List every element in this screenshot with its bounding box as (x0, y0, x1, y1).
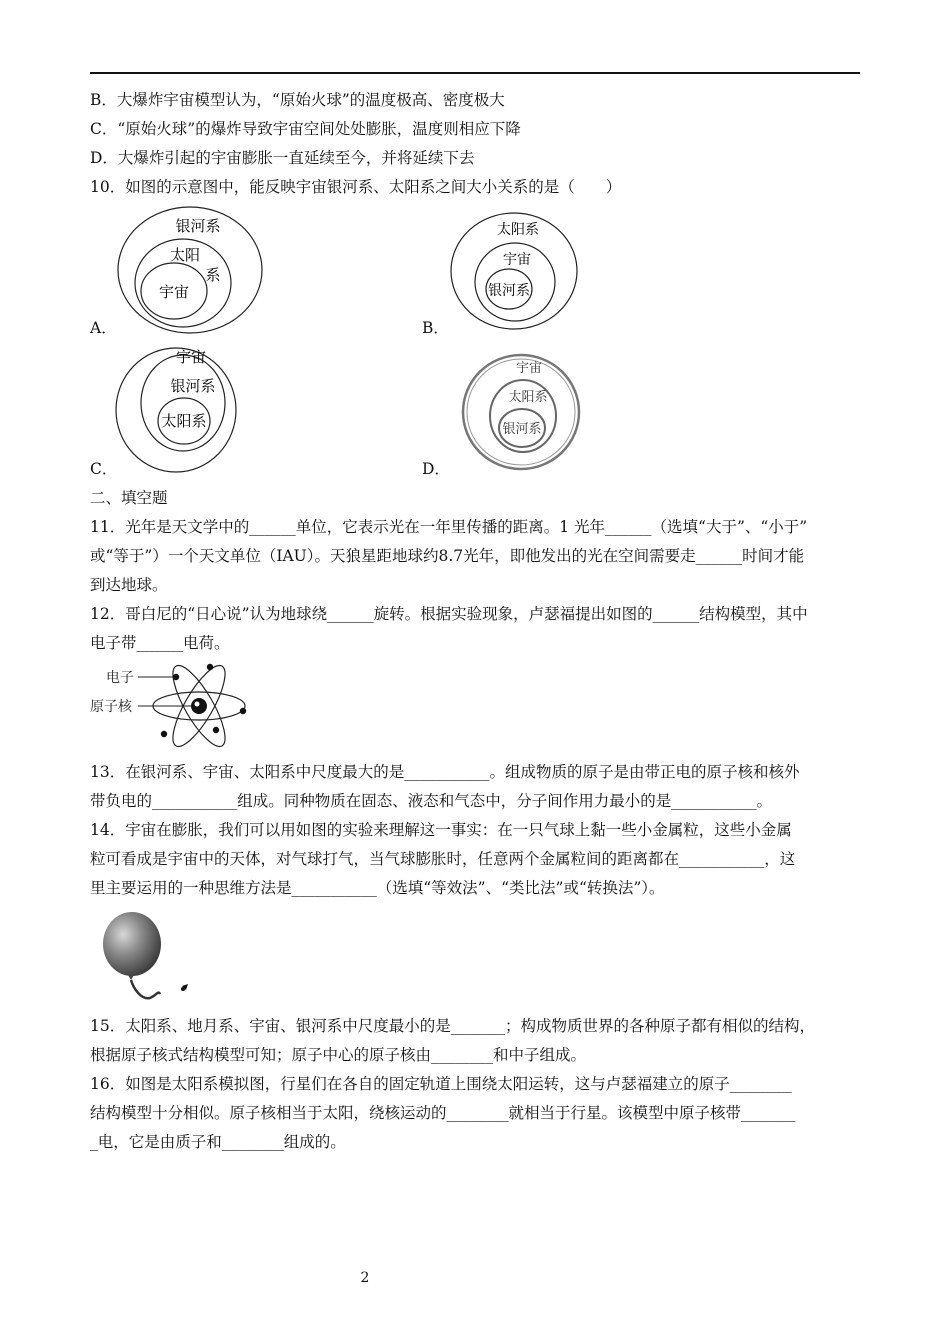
diagram-c (112, 343, 242, 476)
diagram-a (112, 203, 272, 338)
question-14-line3: 里主要运用的一种思维方法是___________（选填“等效法”、“类比法”或“转换法”）。 (90, 879, 665, 897)
label-system: 系 (205, 266, 221, 284)
section-heading: 二、填空题 (90, 489, 168, 507)
page-number-container (0, 1270, 950, 1286)
label-milky-way: 银河系 (170, 377, 216, 395)
question-11-line2: 或“等于”）一个天文单位（IAU）。天狼星距地球约8.7光年，即他发出的光在空间需要走______时间才能 (90, 547, 805, 565)
label-electron: 电子 (106, 670, 134, 686)
option-b-label: B． (422, 319, 449, 337)
question-14-line1: 14．宇宙在膨胀，我们可以用如图的实验来理解这一事实：在一只气球上黏一些小金属粒，这些小金属 (90, 821, 792, 839)
option-9d: D．大爆炸引起的宇宙膨胀一直延续至今，并将延续下去 (90, 149, 475, 167)
question-16-line2: 结构模型十分相似。原子核相当于太阳，绕核运动的________就相当于行星。该模型中原子核带_______ (90, 1104, 796, 1122)
question-16-line3: _电，它是由质子和________组成的。 (90, 1133, 346, 1151)
question-12-line2: 电子带______电荷。 (90, 634, 230, 652)
atom-model-diagram (88, 658, 253, 754)
label-solar-system: 太阳系 (497, 222, 539, 238)
label-solar-system: 太阳系 (161, 412, 207, 430)
label-universe: 宇宙 (158, 283, 190, 301)
question-11-line3: 到达地球。 (90, 576, 168, 594)
option-9b: B．大爆炸宇宙模型认为，“原始火球”的温度极高、密度极大 (90, 91, 505, 109)
option-d-label: D． (422, 460, 450, 478)
label-sun: 太阳 (169, 246, 201, 264)
question-11-line1: 11．光年是天文学中的______单位，它表示光在一年里传播的距离。1 光年______（选填“大于”、“小于” (90, 518, 808, 536)
label-milky-way: 银河系 (175, 217, 221, 235)
label-solar-system: 太阳系 (508, 390, 548, 405)
label-universe: 宇宙 (503, 252, 531, 268)
page-number: 2 (360, 1270, 370, 1286)
label-universe: 宇宙 (175, 348, 207, 366)
question-12-line1: 12．哥白尼的“日心说”认为地球绕______旋转。根据实验现象，卢瑟福提出如图的______结构模型，其中 (90, 605, 808, 623)
question-15-line2: 根据原子核式结构模型可知；原子中心的原子核由________和中子组成。 (90, 1046, 587, 1064)
question-10: 10．如图的示意图中，能反映宇宙银河系、太阳系之间大小关系的是（ ） (90, 178, 622, 196)
option-c-label: C． (90, 460, 118, 478)
question-16-line1: 16．如图是太阳系模拟图，行星们在各自的固定轨道上围绕太阳运转，这与卢瑟福建立的原子________ (90, 1075, 792, 1093)
question-15-line1: 15．太阳系、地月系、宇宙、银河系中尺度最小的是_______；构成物质世界的各种原子都有相似的结构， (90, 1017, 815, 1035)
label-universe: 宇宙 (515, 361, 543, 376)
question-14-line2: 粒可看成是宇宙中的天体，对气球打气，当气球膨胀时，任意两个金属粒间的距离都在___________，这 (90, 850, 796, 868)
question-13-line1: 13．在银河系、宇宙、太阳系中尺度最大的是___________。组成物质的原子是由带正电的原子核和核外 (90, 763, 800, 781)
question-13-line2: 带负电的___________组成。同种物质在固态、液态和气态中，分子间作用力最小的是___________。 (90, 792, 773, 810)
label-nucleus: 原子核 (90, 699, 132, 715)
diagram-b (445, 210, 585, 338)
label-milky-way: 银河系 (488, 283, 530, 299)
label-milky-way: 银河系 (502, 422, 542, 437)
header-rule (90, 72, 860, 74)
option-a-label: A． (90, 319, 117, 337)
diagram-d (458, 352, 582, 474)
balloon-image (98, 910, 198, 1006)
option-9c: C．“原始火球”的爆炸导致宇宙空间处处膨胀，温度则相应下降 (90, 120, 521, 138)
